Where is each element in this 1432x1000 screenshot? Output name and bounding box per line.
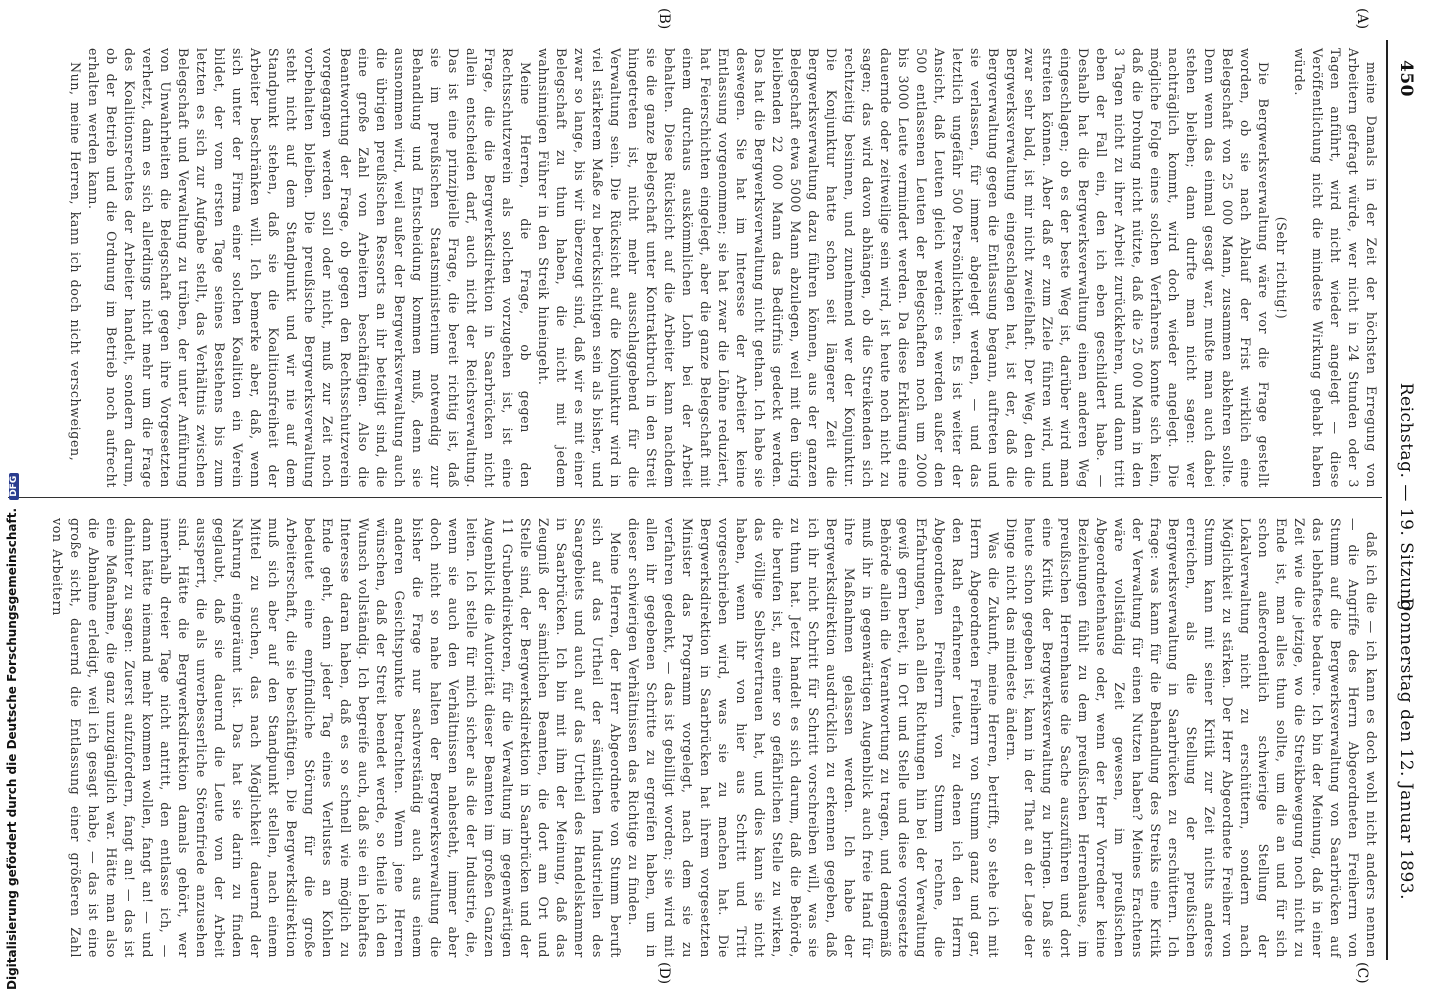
left-text-column (66, 48, 1380, 488)
margin-marker-d: (D) (656, 962, 672, 985)
page-number: 450 (1396, 60, 1416, 97)
page-title: Reichstag. — 19. Sitzung. (1396, 382, 1416, 618)
paragraph: Meine Herren, der Herr Abgeordnete von Stumm beruft sich auf das Urtheil der sämtlichen Industriellen des Saargebiets und auch auf das Urtheil des Handelskammer in Saarbrücken. Ich bin mit ihm der Meinung, daß das Zeugniß der sämtlichen Beamten, die dort am Ort und Stelle sind, der Bergwerksdirektion in Saarbrücken und der 11 Grubendirektoren, für die Verwaltung im gegenwärtigen Augenblick die Autorität dieser Beamten im großen Ganzen leiten. Ich stelle für mich sicher als die der Industrie, die, wenn sie auch den Verhältnissen nahesteht, immer aber doch nicht so nahe halten der Bergwerksverwaltung die bisher die Frage nur sachverständig auch aus einem anderen Gesichtspunkte betrachten. Wenn jene Herren wünschen, daß der Streit beendet werde, so theile ich den Wunsch vollständig. Ich begreife auch, daß sie ein lebhaftes Interesse daran haben, daß es so schnell wie möglich zu Ende geht, denn jeder Tag eines Verlustes an Kohlen bedeutet eine empfindliche Störung für die große Arbeiterschaft, die sie beschäftigen. Die Bergwerksdirektion muß sich aber auf den Standpunkt stellen, nach einem Mittel zu suchen, das nach Möglichkeit dauernd der Nahrung eingeräumt ist. Das hat sie darin zu finden geglaubt, daß sie dauernd die Leute von der Arbeit aussperrt, die als unverbesserliche Störenfriede anzusehen sind. Hätte die Bergwerksdirektion damals gehört, wer innerhalb dreier Tage nicht antritt, den entlasse ich, — dann hätte niemand mehr kommen wollen, fangt an! — und dahinter zu sagen: Zuerst aufzufordern, fangt an! — das ist eine Maßnahme, die ganz unzugänglich war. Hätte man also die Abnahme erledigt, weil ich gesagt habe, — das ist eine große sicht, dauernd die Entlassung einer größeren Zahl von Arbeitern (50, 518, 623, 958)
paragraph: Nun, meine Herren, kann ich doch nicht verschweigen, (68, 62, 83, 462)
column-divider (8, 497, 1382, 498)
margin-marker-b: (B) (656, 8, 672, 30)
header-rule (1386, 40, 1388, 960)
paragraph: daß ich die — ich kann es doch wohl nicht anders nennen — die Angriffe des Herrn Abgeordneten Freiherrn von Stumm auf die Bergwerksverwaltung von Saarbrücken auf das lebhafteste bedaure. Ich bin der Meinung, daß in einer Zeit wie die jetzige, wo die Streikbewegung noch nicht zu Ende ist, man alles thun sollte, um die an und für sich schon außerordentlich schwierige Stellung der Lokalverwaltung nicht zu erschüttern, sondern nach Möglichkeit zu stärken. Der Herr Abgeordnete Freiherr von Stumm kann mit seiner Kritik zur Zeit nichts anderes erreichen, als die Stellung der preußischen Bergwerksverwaltung in Saarbrücken zu erschüttern. Ich frage: was kann für die Behandlung des Streiks eine Kritik der Verwaltung für einen Nutzen haben? Meines Erachtens wäre vollständig Zeit gewesen, im preußischen Abgeordnetenhause oder, wenn der Herr Vorredner keine Beziehungen fühlt zu dem preußischen Herrenhause, im preußischen Herrenhause die Sache auszuführen und dort eine Kritik der Bergwerksverwaltung zu bringen. Daß sie heute schon gegeben ist, kann in der That an der Lage der Dinge nicht das mindeste ändern. (1004, 518, 1379, 958)
right-text-column (48, 518, 1380, 958)
paragraph: (Sehr richtig!) (1274, 216, 1289, 320)
paragraph: meine Damals in der Zeit der höchsten Erregung von Arbeitern gefragt würde, wer nicht in 24 Stunden oder 3 Tagen anführt, wird nicht wieder angelegt — diese Veröffentlichung nicht die mindeste Wirkung gehabt haben würde. (1292, 48, 1379, 488)
footer-strip (5, 0, 23, 1000)
dfg-logo: DFG (9, 473, 19, 500)
paragraph: Die Bergwerksverwaltung wäre vor die Frage gestellt worden, ob sie nach Ablauf der Frist wirklich eine Belegschaft von 25 000 Mann, zusammen abkehren sollte. Denn wenn das einmal gesagt war, mußte man auch dabei stehen bleiben; dann durfte man nicht sagen: wer nachträglich kommt, wird doch wieder angelegt. Die mögliche Folge eines solchen Verfahrens konnte sich kein, daß die Drohung nicht nützte, daß die 25 000 Mann in den 3 Tagen nicht zu ihrer Arbeit zurückkehren, und dann tritt eben der Fall ein, den ich eben geschildert habe. — Deshalb hat die Bergwerksverwaltung einen anderen Weg eingeschlagen; ob es der beste Weg ist, darüber wird man streiten können. Aber daß er zum Ziele führen wird, und zwar sehr bald, ist mir nicht zweifelhaft. Der Weg, den die Bergwerksverwaltung eingeschlagen hat, ist der, daß die Bergverwaltung gegen die Entlassung begann, auftreten und sie verlassen, für immer abgelegt werden, — und das letztlich ungefähr 500 Persönlichkeiten. Es ist weiter der Ansicht, daß Leuten gleich werden: es werden außer den 500 entlassenen Leuten der Belegschaften noch um 2000 bis 3000 Leute vermindert werden. Da diese Erklärung eine dauernde oder zeitweilige sein wird, ist heute noch nicht zu sagen; das wird davon abhängen, ob die Streikenden sich rechtzeitig besinnen, und zunehmend wer der Konjunktur. Die Konjunktur hatte schon seit längerer Zeit die Bergwerksverwaltung dazu führen können, aus der ganzen Belegschaft etwa 5000 Mann abzulegen, weil mit den übrig bleibenden 22 000 Mann das Bedürfnis gedeckt werden. Das hat die Bergwerksverwaltung nicht gethan. Ich habe sie deswegen. Sie hat im Interesse der Arbeiter keine Entlassung vorgenommen; sie hat zwar die Löhne reduziert, hat Feierschichten eingelegt, aber die ganze Belegschaft mit einem durchaus auskömmlichen Lohn bei der Arbeit behalten. Diese Rücksicht auf die Arbeiter kann nachdem sie die ganze Belegschaft unter Kontraktbruch in den Streit hingetreten ist, nicht mehr ausschlaggebend für die Verwaltung sein. Die Rücksicht auf die Konjunktur wird in viel stärkerem Maße zu berücksichtigen sein als bisher, und zwar so lange, bis wir überzeugt sind, daß wir es mit einer Belegschaft zu thun haben, die nicht mit jedem wahnsinnigen Führer in den Streik hineingeht. (536, 48, 1271, 488)
funding-notice: Digitalisierung gefördert durch die Deutsche Forschungsgemeinschaft. (5, 507, 19, 990)
margin-marker-a: (A) (1354, 8, 1370, 30)
session-date: Donnerstag den 12. Januar 1893. (1396, 597, 1416, 900)
margin-marker-c: (C) (1354, 962, 1370, 984)
paragraph: Meine Herren, die Frage, ob gegen den Rechtsschutzverein als solchen vorzugehen ist, ist eine Frage, die die Bergwerksdirektion in Saarbrücken nicht allein entscheiden darf, auch nicht der Reichsverwaltung. Das ist eine prinzipielle Frage, die bereit richtig ist, daß sie im preußischen Staatsministerium notwendig zur Behandlung und Entscheidung kommen muß, denn sie ausnommen wird, weil außer der Bergwerksverwaltung auch die übrigen preußischen Ressorts an ihr beteiligt sind, die eine große Zahl von Arbeitern beschäftigen. Also die Beantwortung der Frage, ob gegen den Rechtsschutzverein vorgegangen werden soll oder nicht, muß zur Zeit noch vorbehalten bleiben. Die preußische Bergwerksverwaltung steht nicht auf dem Standpunkt und wir nie auf dem Standpunkt stehen, daß sie die Koalitionsfreiheit der Arbeiter beschränken will. Ich bemerke aber, daß, wenn sich unter der Firma einer solchen Koalition ein Verein bildet, der vom ersten Tage seines Bestehens bis zum letzten es sich zur Aufgabe stellt, das Verhältnis zwischen Belegschaft und Verwaltung zu trüben, der unter Anführung von Unwahrheiten die Belegschaft gegen ihre Vorgesetzten verhetzt, dann es sich allerdings nicht mehr um die Frage des Koalitionsrechtes der Arbeiter handelt, sondern darum, ob der Betrieb und die Ordnung im Betrieb noch aufrecht erhalten werden kann. (86, 48, 533, 488)
paragraph: Was die Zukunft, meine Herren, betrifft, so stehe ich mit Herrn Abgeordneten Freiherrn von Stumm ganz und gar, den Rath erfahrener Leute, zu denen ich den Herrn Abgeordneten Freiherrn von Stumm rechne, die Erfahrungen, nach allen Richtungen hin bei der Verwaltung gewiß gern bereit, in Ort und Stelle und diese vorgesetzte Behörde allein die Verantwortung zu tragen, und demgemäß muß ihr in gegenwärtigen Augenblick auch freie Hand für ihre Maßnahmen gelassen werden. Ich habe der Bergwerksdirektion ausdrücklich zu erkennen gegeben, daß ich ihr nicht Schritt für Schritt vorschreiben will, was sie zu thun hat. Jetzt handelt es sich darum, daß die Behörde, die berufen ist, an einer so gefährlichen Stelle zu wirken, das völlige Selbstvertrauen hat, und dies kann sie nicht haben, wenn ihr von hier aus Schritt und Tritt vorgeschrieben wird, was sie zu machen hat. Die Bergwerksdirektion in Saarbrücken hat ihrem vorgesetzten Minister das Programm vorgelegt, nach dem sie zu verfahren gedenkt, — das ist gebilligt worden; sie wird mit allen ihr gegebenen Schritte zu ergreifen haben, um in dieser schwierigen Verhältnissen das Richtige zu finden. (626, 518, 1001, 958)
digitization-footer (6, 0, 24, 1000)
page-header (1386, 60, 1422, 940)
